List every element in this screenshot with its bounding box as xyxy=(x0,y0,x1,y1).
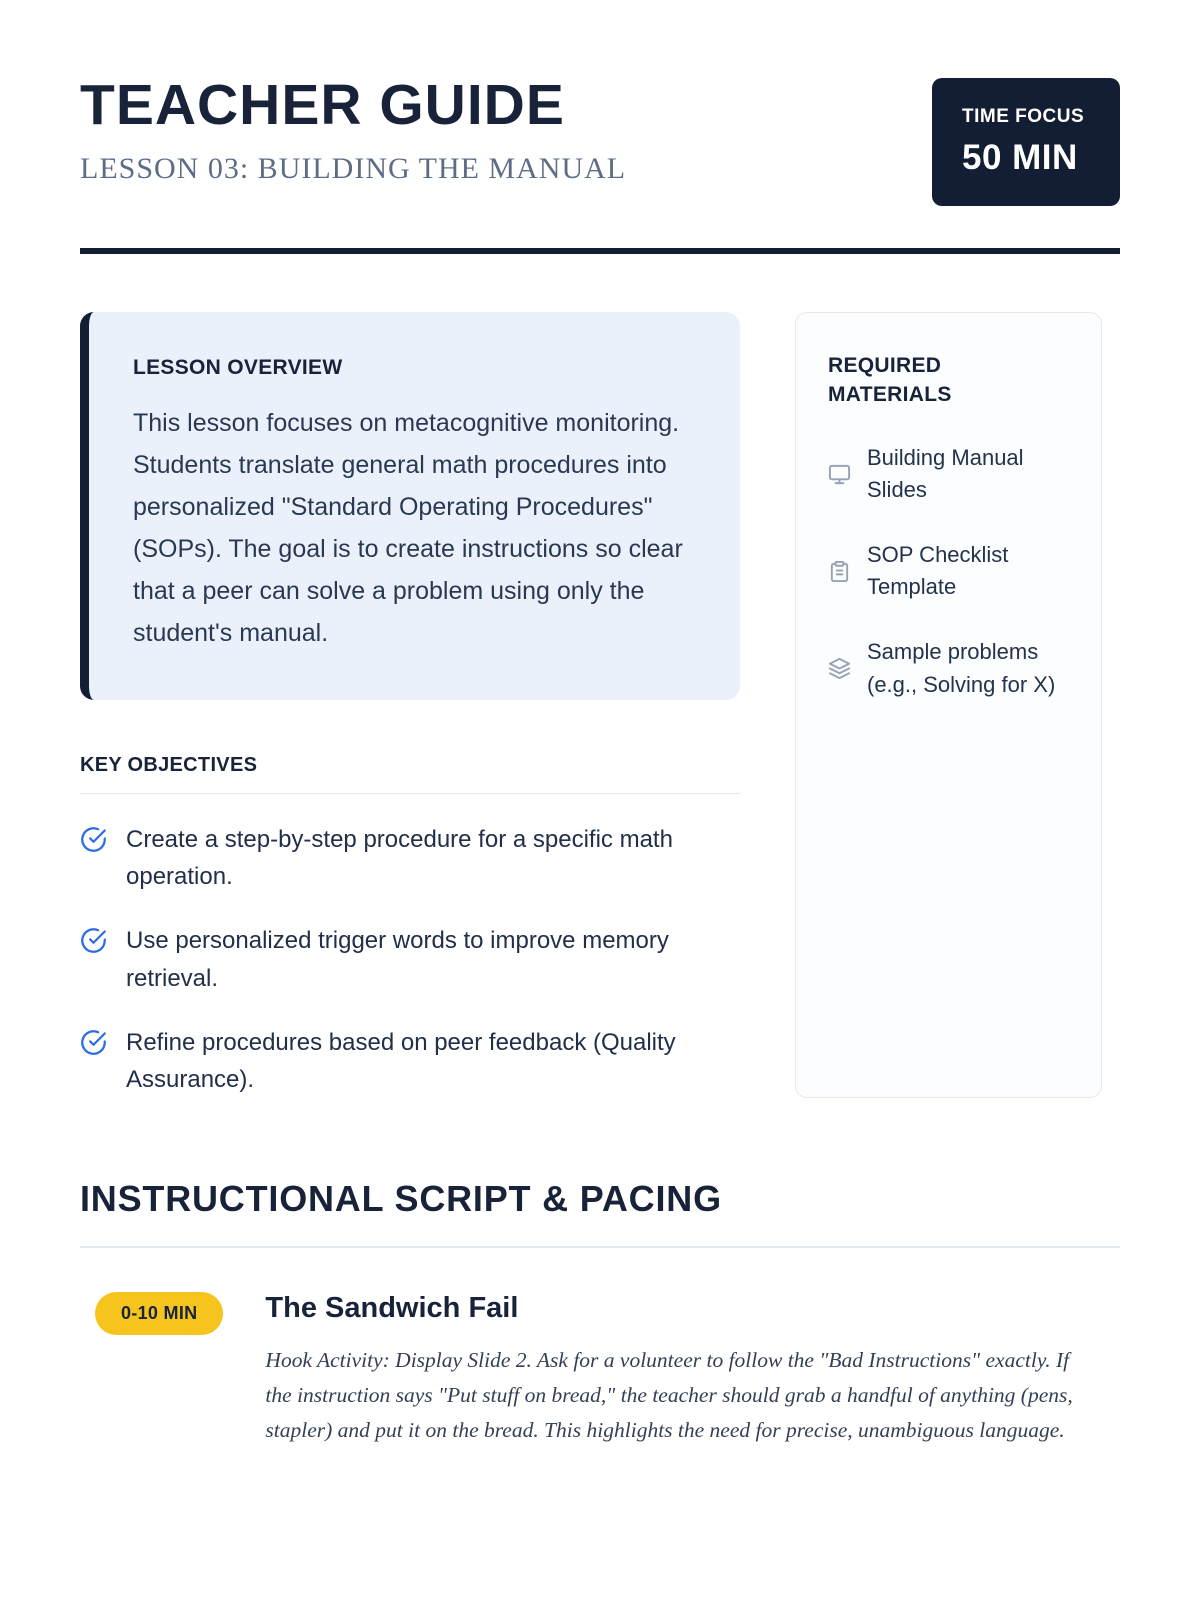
lesson-overview-body: This lesson focuses on metacognitive monitoring. Students translate general math procedures into personalized "Standard Operating Procedures" (SOPs). The goal is to create instructions so clear that a peer can solve a problem using only the student's manual. xyxy=(133,409,683,647)
list-item xyxy=(80,922,740,996)
header-titles xyxy=(80,73,627,186)
list-item xyxy=(828,442,1069,507)
instructional-script-heading: INSTRUCTIONAL SCRIPT & PACING xyxy=(80,1178,722,1220)
list-item xyxy=(80,1024,740,1098)
material-label: Sample problems (e.g., Solving for X) xyxy=(867,638,1056,697)
time-focus-label: TIME FOCUS xyxy=(962,106,1085,127)
header-divider xyxy=(80,248,1120,254)
monitor-icon xyxy=(828,463,851,486)
objective-text: Refine procedures based on peer feedback (Quality Assurance). xyxy=(126,1028,676,1093)
list-item xyxy=(828,636,1069,701)
layers-icon xyxy=(828,657,851,680)
page-subtitle: LESSON 03: BUILDING THE MANUAL xyxy=(80,151,627,185)
required-materials-heading: REQUIRED MATERIALS xyxy=(828,354,952,407)
time-badge: 0-10 MIN xyxy=(95,1292,223,1335)
pacing-title: The Sandwich Fail xyxy=(265,1292,519,1325)
pacing-content xyxy=(265,1292,1120,1447)
required-materials-card xyxy=(795,312,1102,1098)
lesson-overview-card xyxy=(80,312,740,700)
main-content xyxy=(80,312,1120,1098)
instructional-script-section xyxy=(80,1178,1120,1447)
pacing-body: Hook Activity: Display Slide 2. Ask for a volunteer to follow the "Bad Instructions" exactly. If the instruction says "Put stuff on bread," the teacher should grab a handful of anything (pens, stapler) and put it on the bread. This highlights the need for precise, unambiguous language. xyxy=(265,1348,1073,1442)
time-focus-box xyxy=(932,78,1120,206)
list-item xyxy=(80,821,740,895)
list-item xyxy=(828,539,1069,604)
section-divider xyxy=(80,1246,1120,1248)
clipboard-icon xyxy=(828,560,851,583)
check-circle-icon xyxy=(80,927,107,954)
check-circle-icon xyxy=(80,1029,107,1056)
lesson-overview-heading: LESSON OVERVIEW xyxy=(133,356,343,379)
key-objectives-section xyxy=(80,754,740,1098)
objective-text: Create a step-by-step procedure for a specific math operation. xyxy=(126,826,673,891)
page-title: TEACHER GUIDE xyxy=(80,73,565,137)
objective-text: Use personalized trigger words to improve memory retrieval. xyxy=(126,927,669,992)
header xyxy=(80,0,1120,206)
key-objectives-heading: KEY OBJECTIVES xyxy=(80,754,740,794)
material-label: SOP Checklist Template xyxy=(867,541,1009,600)
pacing-item xyxy=(80,1292,1120,1447)
check-circle-icon xyxy=(80,826,107,853)
material-label: Building Manual Slides xyxy=(867,444,1024,503)
time-focus-value: 50 MIN xyxy=(962,138,1078,177)
left-column xyxy=(80,312,740,1098)
